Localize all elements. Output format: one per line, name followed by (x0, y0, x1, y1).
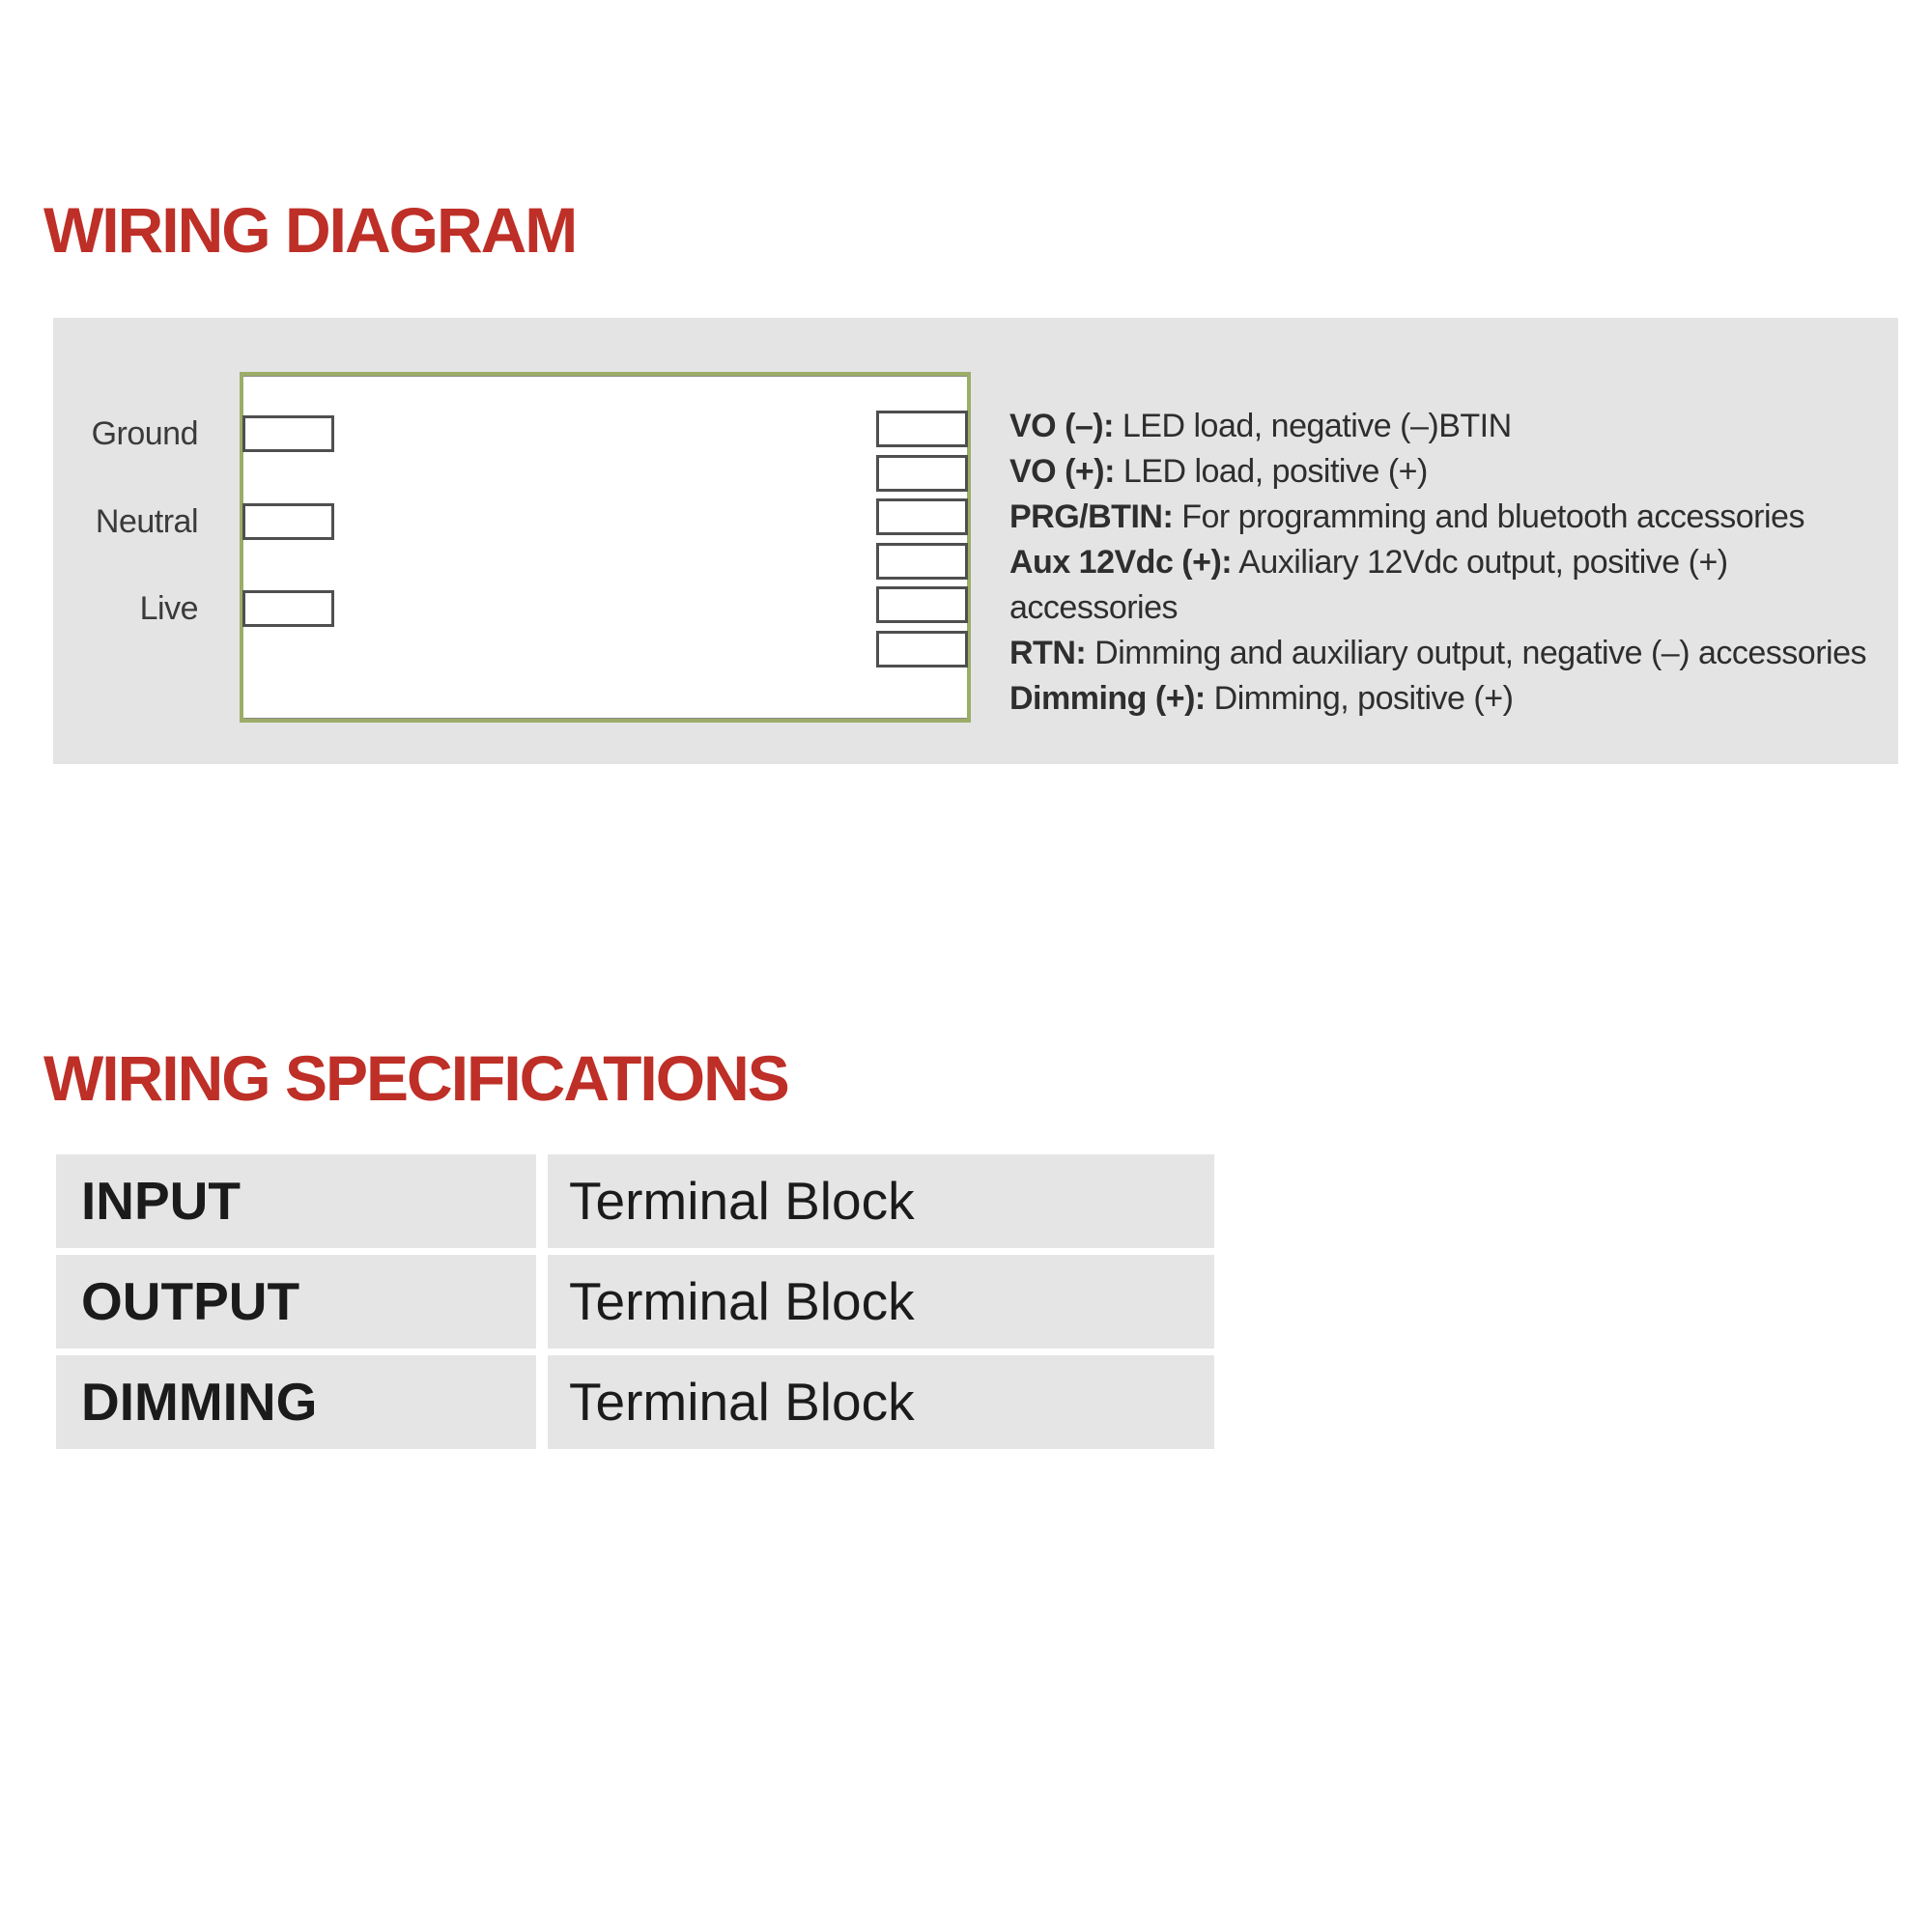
terminal-ground (242, 415, 334, 452)
desc-aux-12vdc (1009, 540, 1918, 585)
input-label-ground: Ground (91, 415, 198, 452)
desc-vo-pos-text: LED load, positive (+) (1114, 453, 1428, 490)
desc-prg-btin-label: PRG/BTIN: (1009, 498, 1174, 535)
desc-vo-pos-label: VO (+): (1009, 453, 1115, 490)
row-dimming-value: Terminal Block (548, 1355, 1214, 1449)
output-descriptions (1009, 404, 1918, 722)
row-output-value: Terminal Block (548, 1255, 1214, 1349)
desc-vo-neg-label: VO (–): (1009, 408, 1114, 444)
terminal-live (242, 590, 334, 627)
desc-prg-btin (1009, 495, 1918, 540)
wiring-specifications-table (56, 1154, 1214, 1456)
desc-aux-12vdc-cont (1009, 585, 1918, 631)
terminal-neutral (242, 503, 334, 540)
row-dimming-name: DIMMING (56, 1355, 536, 1449)
desc-aux-12vdc-label: Aux 12Vdc (+): (1009, 544, 1233, 581)
led-driver-outline (240, 372, 971, 723)
wiring-diagram-panel (53, 318, 1898, 764)
desc-vo-neg (1009, 404, 1918, 449)
terminal-dimming (876, 631, 968, 668)
terminal-vo-neg (876, 411, 968, 447)
table-row-input (56, 1154, 1214, 1248)
desc-vo-neg-text: LED load, negative (–)BTIN (1113, 408, 1512, 444)
table-row-output (56, 1255, 1214, 1349)
terminal-rtn (876, 586, 968, 623)
desc-rtn (1009, 631, 1918, 676)
desc-prg-btin-text: For programming and bluetooth accessories (1173, 498, 1804, 535)
desc-vo-pos (1009, 449, 1918, 495)
terminal-vo-pos (876, 455, 968, 492)
wiring-specifications-heading: WIRING SPECIFICATIONS (43, 1042, 788, 1114)
table-row-dimming (56, 1355, 1214, 1449)
terminal-aux-12vdc (876, 543, 968, 580)
row-input-name: INPUT (56, 1154, 536, 1248)
row-output-name: OUTPUT (56, 1255, 536, 1349)
desc-dimming (1009, 676, 1918, 722)
desc-aux-cont-text: accessories (1009, 589, 1179, 626)
row-input-value: Terminal Block (548, 1154, 1214, 1248)
input-label-live: Live (139, 590, 198, 627)
desc-dimming-text: Dimming, positive (+) (1205, 680, 1514, 717)
desc-aux-12vdc-text: Auxiliary 12Vdc output, positive (+) (1232, 544, 1728, 581)
terminal-prg-btin (876, 498, 968, 535)
desc-rtn-text: Dimming and auxiliary output, negative (–) accessories (1086, 635, 1866, 671)
desc-dimming-label: Dimming (+): (1009, 680, 1206, 717)
wiring-diagram-heading: WIRING DIAGRAM (43, 194, 577, 266)
input-label-neutral: Neutral (95, 503, 198, 540)
desc-rtn-label: RTN: (1009, 635, 1087, 671)
